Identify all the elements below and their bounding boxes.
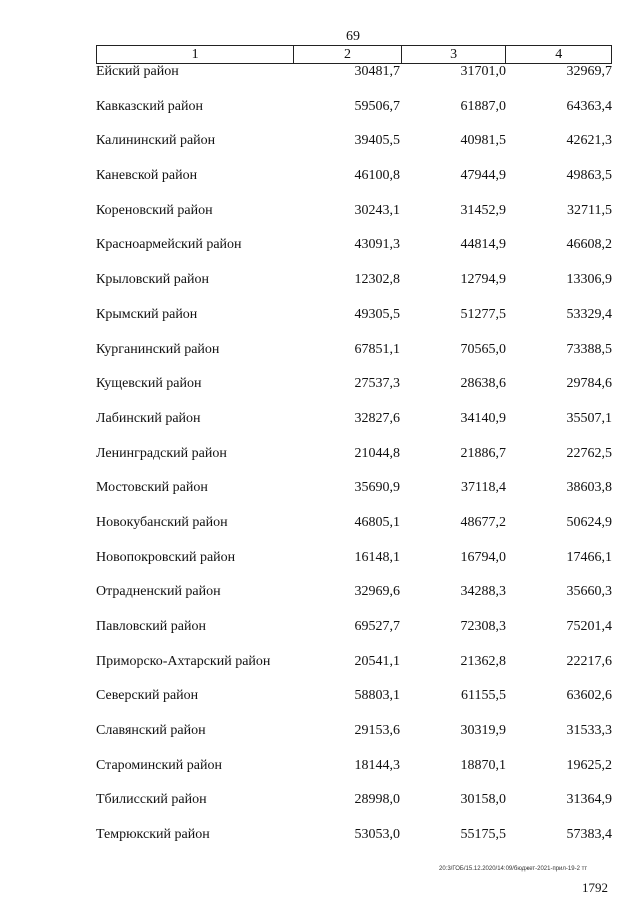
- value-column-4: 17466,1: [566, 549, 612, 565]
- value-column-3: 47944,9: [460, 168, 506, 184]
- district-name: Крымский район: [96, 306, 198, 322]
- value-column-4: 35507,1: [566, 410, 612, 426]
- value-column-2: 29153,6: [354, 723, 400, 739]
- district-name: Славянский район: [96, 723, 206, 739]
- value-column-4: 29784,6: [566, 376, 612, 392]
- value-column-3: 30158,0: [460, 792, 506, 808]
- table-row: [96, 203, 616, 238]
- value-column-4: 53329,4: [566, 306, 612, 322]
- value-column-3: 31452,9: [460, 202, 506, 218]
- value-column-3: 70565,0: [460, 341, 506, 357]
- value-column-3: 34288,3: [460, 584, 506, 600]
- district-name: Ленинградский район: [96, 445, 227, 461]
- value-column-2: 46805,1: [354, 514, 400, 530]
- value-column-4: 13306,9: [566, 272, 612, 288]
- value-column-2: 20541,1: [354, 653, 400, 669]
- table-row: [96, 723, 616, 758]
- district-name: Староминский район: [96, 757, 222, 773]
- value-column-3: 61155,5: [461, 688, 506, 704]
- table-row: [96, 688, 616, 723]
- value-column-3: 12794,9: [460, 272, 506, 288]
- value-column-4: 73388,5: [566, 341, 612, 357]
- table-row: [96, 272, 616, 307]
- district-name: Павловский район: [96, 619, 206, 634]
- table-row: [96, 133, 616, 168]
- value-column-2: 12302,8: [354, 272, 400, 288]
- district-name: Калининский район: [96, 133, 216, 149]
- table-row: [96, 584, 616, 619]
- district-name: Тбилисский район: [96, 792, 207, 808]
- table-row: [96, 411, 616, 446]
- value-column-4: 50624,9: [566, 514, 612, 530]
- value-column-4: 32969,7: [566, 64, 612, 79]
- value-column-4: 19625,2: [566, 757, 612, 773]
- table-row: [96, 619, 616, 654]
- value-column-4: 49863,5: [566, 168, 612, 184]
- district-name: Кавказский район: [96, 98, 204, 114]
- district-name: Мостовский район: [96, 480, 208, 496]
- value-column-2: 39405,5: [354, 133, 400, 149]
- value-column-3: 21886,7: [460, 445, 506, 461]
- district-name: Лабинский район: [96, 410, 201, 426]
- value-column-3: 44814,9: [460, 237, 506, 253]
- value-column-2: 30243,1: [354, 202, 400, 218]
- table-row: [96, 550, 616, 585]
- column-header-4: 4: [555, 47, 563, 62]
- value-column-2: 30481,7: [354, 64, 400, 79]
- value-column-4: 42621,3: [566, 133, 612, 149]
- value-column-3: 31701,0: [460, 64, 506, 79]
- value-column-4: 46608,2: [566, 237, 612, 253]
- value-column-4: 22762,5: [566, 445, 612, 461]
- district-name: Крыловский район: [96, 272, 209, 288]
- sheet-number: 1792: [582, 880, 608, 895]
- value-column-3: 72308,3: [460, 619, 506, 634]
- value-column-4: 57383,4: [566, 827, 612, 843]
- value-column-3: 30319,9: [460, 723, 506, 739]
- district-name: Кореновский район: [96, 202, 213, 218]
- value-column-2: 58803,1: [354, 688, 400, 704]
- district-name: Отрадненский район: [96, 584, 221, 600]
- value-column-2: 28998,0: [354, 792, 400, 808]
- district-name: Каневской район: [96, 168, 198, 184]
- district-name: Темрюкский район: [96, 827, 210, 843]
- value-column-2: 16148,1: [354, 549, 400, 565]
- column-header-2: 2: [294, 46, 402, 63]
- value-column-4: 31533,3: [566, 723, 612, 739]
- value-column-2: 18144,3: [354, 757, 400, 773]
- district-name: Северский район: [96, 688, 199, 704]
- value-column-4: 38603,8: [566, 480, 612, 496]
- district-name: Кущевский район: [96, 376, 202, 392]
- value-column-2: 46100,8: [354, 168, 400, 184]
- value-column-3: 34140,9: [460, 410, 506, 426]
- value-column-2: 67851,1: [354, 341, 400, 357]
- district-name: Приморско-Ахтарский район: [96, 653, 271, 669]
- table-row: [96, 480, 616, 515]
- value-column-2: 35690,9: [354, 480, 400, 496]
- table-row: [96, 99, 616, 134]
- table-row: [96, 307, 616, 342]
- value-column-4: 35660,3: [566, 584, 612, 600]
- district-name: Курганинский район: [96, 341, 220, 357]
- value-column-3: 51277,5: [460, 306, 506, 322]
- value-column-4: 22217,6: [566, 653, 612, 669]
- value-column-3: 16794,0: [460, 549, 506, 565]
- page-number: 69: [346, 29, 360, 44]
- value-column-2: 59506,7: [354, 98, 400, 114]
- table-row: [96, 827, 616, 862]
- value-column-2: 53053,0: [354, 827, 400, 843]
- district-name: Новокубанский район: [96, 514, 228, 530]
- value-column-3: 61887,0: [460, 98, 506, 114]
- table-row: [96, 168, 616, 203]
- table-row: [96, 515, 616, 550]
- value-column-2: 32827,6: [354, 410, 400, 426]
- value-column-2: 43091,3: [354, 237, 400, 253]
- district-name: Новопокровский район: [96, 549, 236, 565]
- value-column-2: 27537,3: [354, 376, 400, 392]
- value-column-3: 21362,8: [460, 653, 506, 669]
- value-column-2: 32969,6: [354, 584, 400, 600]
- value-column-3: 55175,5: [460, 827, 506, 843]
- value-column-3: 18870,1: [460, 757, 506, 773]
- value-column-2: 49305,5: [354, 306, 400, 322]
- table-row: [96, 654, 616, 689]
- column-header-1: 1: [97, 46, 294, 63]
- district-name: Красноармейский район: [96, 237, 242, 253]
- value-column-2: 69527,7: [354, 619, 400, 634]
- value-column-2: 21044,8: [354, 445, 400, 461]
- table-row: [96, 64, 616, 99]
- value-column-3: 37118,4: [461, 480, 506, 496]
- value-column-4: 63602,6: [566, 688, 612, 704]
- value-column-3: 40981,5: [460, 133, 506, 149]
- column-header-row: [96, 45, 612, 64]
- value-column-3: 48677,2: [460, 514, 506, 530]
- table-row: [96, 792, 616, 827]
- table-row: [96, 376, 616, 411]
- table-row: [96, 758, 616, 793]
- value-column-4: 32711,5: [567, 202, 612, 218]
- table-row: [96, 342, 616, 377]
- table-row: [96, 446, 616, 481]
- value-column-4: 31364,9: [566, 792, 612, 808]
- table-body: [96, 64, 616, 862]
- column-header-3: 3: [402, 46, 507, 63]
- value-column-4: 64363,4: [566, 98, 612, 114]
- value-column-3: 28638,6: [460, 376, 506, 392]
- document-footer-code: 20:3/ГОБ/15.12.2020/14:09/бюджет-2021-прил-19-2 тт: [439, 866, 588, 872]
- district-name: Ейский район: [96, 64, 179, 79]
- value-column-4: 75201,4: [566, 619, 612, 634]
- table-row: [96, 237, 616, 272]
